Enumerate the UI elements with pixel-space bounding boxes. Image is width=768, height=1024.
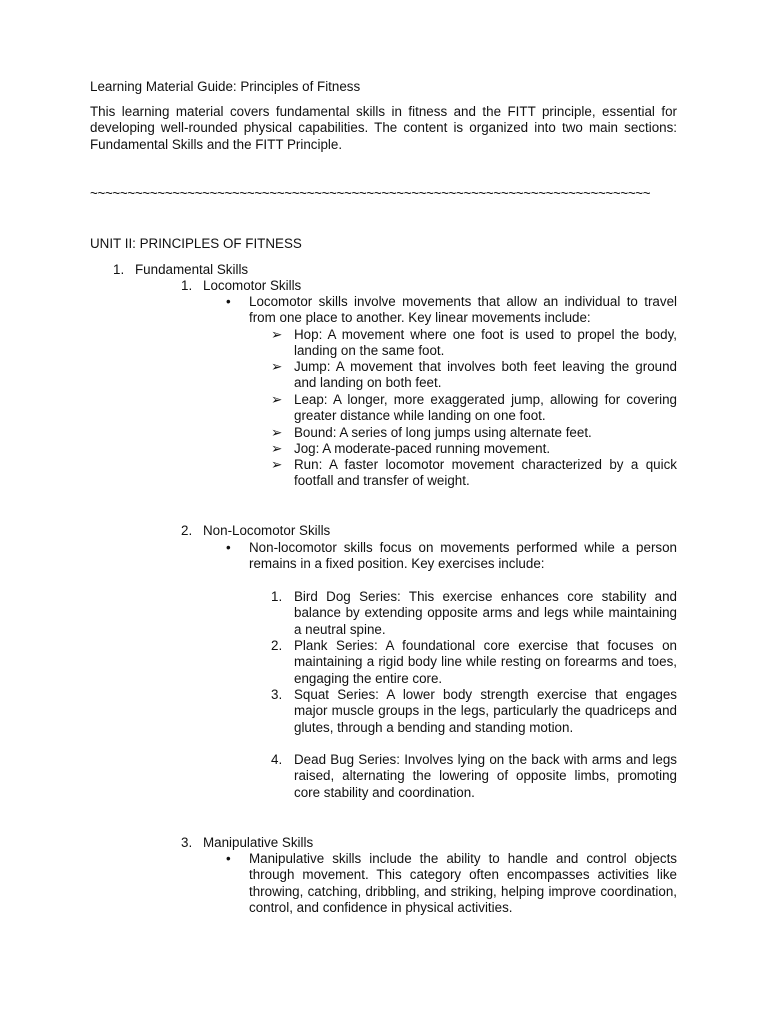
- section-title: Fundamental Skills: [135, 262, 249, 277]
- exercise-marker: 2.: [271, 638, 283, 653]
- subsection-marker: 1.: [181, 278, 193, 293]
- exercise-item: Bird Dog Series: This exercise enhances core stability and balance by extending opposite arms and legs while maintaining a neutral spine.: [294, 589, 677, 637]
- exercise-item: Squat Series: A lower body strength exercise that engages major muscle groups in the legs, particularly the quadriceps and glutes, through a bending and standing motion.: [294, 687, 677, 735]
- arrow-bullet-icon: ➢: [271, 425, 283, 440]
- exercise-marker: 4.: [271, 752, 283, 767]
- section-fundamental-skills: [113, 262, 413, 279]
- locomotor-item: Jog: A moderate-paced running movement.: [294, 441, 551, 456]
- arrow-bullet-icon: ➢: [271, 392, 283, 407]
- locomotor-description: Locomotor skills involve movements that allow an individual to travel from one place to another. Key linear movements include:: [249, 294, 677, 326]
- non-locomotor-description: Non-locomotor skills focus on movements performed while a person remains in a fixed position. Key exercises include:: [249, 540, 677, 572]
- arrow-bullet-icon: ➢: [271, 327, 283, 342]
- intro-paragraph: This learning material covers fundamental skills in fitness and the FITT principle, essential for developing well-rounded physical capabilities. The content is organized into two main sections: Fundamental Skills and the FITT Principle.: [90, 104, 677, 152]
- subsection-manipulative: [181, 835, 481, 852]
- section-marker: 1.: [113, 262, 125, 277]
- arrow-bullet-icon: ➢: [271, 359, 283, 374]
- guide-title: Learning Material Guide: Principles of Fitness: [90, 79, 361, 94]
- subsection-title: Locomotor Skills: [203, 278, 302, 293]
- locomotor-item: Hop: A movement where one foot is used to propel the body, landing on the same foot.: [294, 327, 677, 359]
- tilde-divider: ~~~~~~~~~~~~~~~~~~~~~~~~~~~~~~~~~~~~~~~~~~~~~~~~~~~~~~~~~~~~~~~~~~~~~~~~~~~: [90, 186, 651, 201]
- exercise-item: Plank Series: A foundational core exercise that focuses on maintaining a rigid body line while resting on forearms and toes, engaging the entire core.: [294, 638, 677, 686]
- locomotor-item: Bound: A series of long jumps using alternate feet.: [294, 425, 592, 440]
- bullet-icon: •: [226, 540, 231, 555]
- subsection-non-locomotor: [181, 523, 481, 540]
- arrow-bullet-icon: ➢: [271, 441, 283, 456]
- subsection-marker: 2.: [181, 523, 193, 538]
- subsection-title: Non-Locomotor Skills: [203, 523, 331, 538]
- arrow-bullet-icon: ➢: [271, 457, 283, 472]
- manipulative-description: Manipulative skills include the ability to handle and control objects through movement. This category often encompasses activities like throwing, catching, dribbling, and striking, helping improve coordination, control, and confidence in physical activities.: [249, 851, 677, 915]
- bullet-icon: •: [226, 851, 231, 866]
- locomotor-item: Jump: A movement that involves both feet leaving the ground and landing on both feet.: [294, 359, 677, 391]
- locomotor-item: Leap: A longer, more exaggerated jump, allowing for covering greater distance while landing on one foot.: [294, 392, 677, 424]
- unit-heading: UNIT II: PRINCIPLES OF FITNESS: [90, 236, 302, 251]
- exercise-marker: 3.: [271, 687, 283, 702]
- subsection-marker: 3.: [181, 835, 193, 850]
- exercise-marker: 1.: [271, 589, 283, 604]
- locomotor-item: Run: A faster locomotor movement characterized by a quick footfall and transfer of weight.: [294, 457, 677, 489]
- subsection-title: Manipulative Skills: [203, 835, 314, 850]
- exercise-item: Dead Bug Series: Involves lying on the back with arms and legs raised, alternating the lowering of opposite limbs, promoting core stability and coordination.: [294, 752, 677, 800]
- bullet-icon: •: [226, 294, 231, 309]
- subsection-locomotor: [181, 278, 481, 295]
